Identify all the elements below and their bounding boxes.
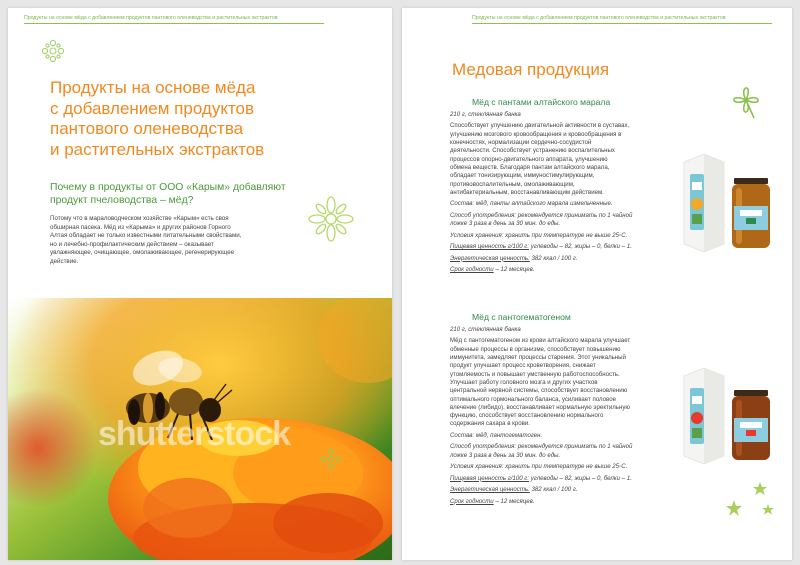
energy-value: 382 ккал / 100 г.: [529, 254, 578, 262]
product-description: [450, 111, 682, 278]
product-title: Мёд с пантами алтайского марала: [472, 97, 611, 107]
package-info: 210 г, стеклянная банка: [450, 326, 521, 333]
description-block: [450, 337, 682, 428]
nutrition-value: углеводы – 82, жиры – 0, белки – 1.: [529, 474, 632, 482]
description-line: деятельности. Способствует устранению воспалительных: [450, 147, 615, 155]
body-line: увлажняющее, очищающее, омолаживающее, регенерирующее: [50, 249, 235, 256]
description-line: обменные процессы в организме, способствует повышению: [450, 345, 621, 353]
product-title: Мёд с пантогематогеном: [472, 312, 571, 322]
nutrition: [450, 475, 682, 483]
section-heading: Медовая продукция: [452, 60, 610, 79]
storage: [450, 232, 682, 240]
body-line: Алтая обладает не только известными питательными свойствами,: [50, 232, 242, 239]
composition-value: мёд, пантогематоген.: [474, 431, 543, 439]
running-header-right: Продукты на основе мёда с добавлением продуктов пантового оленеводства и растительных экстрактов: [472, 15, 726, 21]
description-line: обладает тонизирующим, иммуностимулирующим,: [450, 172, 595, 180]
page-title: [50, 78, 370, 160]
description-line: обмена веществ. Благодаря пантам алтайского марала,: [450, 163, 610, 171]
usage-value: ложке 3 раза в день за 30 мин. до еды.: [450, 220, 561, 228]
clover-ornament-icon: [724, 78, 768, 122]
description-line: функцию, способствует восстановлению нормального: [450, 412, 604, 420]
energy-label: Энергетическая ценность:: [450, 486, 530, 494]
storage-label: Условия хранения:: [450, 463, 504, 471]
storage-label: Условия хранения:: [450, 231, 504, 239]
title-line: Продукты на основе мёда: [50, 78, 256, 97]
flower-ornament-icon: [320, 448, 342, 470]
flower-ornament-icon: [308, 196, 354, 242]
body-line: действие.: [50, 257, 79, 265]
left-page: [8, 8, 392, 560]
description-line: противовоспалительным, омолаживающим,: [450, 180, 575, 188]
description-line: Способствует улучшению двигательной активности в суставах,: [450, 122, 630, 130]
running-header-rule-left: [24, 23, 324, 24]
nutrition-label: Пищевая ценность г/100 г:: [450, 474, 530, 482]
storage: [450, 463, 682, 471]
watermark: shutterstock: [98, 415, 291, 453]
package-info: 210 г, стеклянная банка: [450, 111, 521, 118]
product-jar-image: [678, 364, 774, 464]
description-line: процессов опорно-двигательного аппарата, улучшению: [450, 155, 608, 163]
star-ornament-icon: [724, 480, 776, 520]
description-line: утомляемость и повышает умственную работоспособность.: [450, 370, 620, 378]
flower-ornament-icon: [40, 38, 66, 64]
description-line: центральной нервной системы, способствует восстановлению: [450, 387, 628, 395]
composition-value: мёд, панты алтайского марала измельченные.: [474, 200, 613, 208]
question-line: Почему в продукты от ООО «Карым» добавляют: [50, 182, 286, 193]
shelf-life: [450, 498, 682, 506]
usage-value: рекомендуется принимать по 1 чайной: [516, 443, 633, 451]
usage: [450, 212, 682, 229]
description-block: [450, 122, 682, 197]
body-line: Потому что в мараловодческом хозяйстве «Карым» есть своя: [50, 215, 229, 222]
usage-label: Способ употребления:: [450, 443, 517, 451]
shelf-label: Срок годности: [450, 266, 494, 274]
shelf-label: Срок годности: [450, 497, 494, 505]
description-line: конечностях, нормализации сердечно-сосудистой: [450, 139, 592, 147]
shelf-value: – 12 месяцев.: [493, 266, 535, 274]
title-line: пантового оленеводства: [50, 119, 244, 138]
title-line: с добавлением продуктов: [50, 98, 255, 118]
energy: [450, 255, 682, 263]
description-line: влечение (либидо), восстанавливает нормальную эректильную: [450, 403, 630, 411]
bee-flower-photo: [8, 298, 392, 560]
shelf-value: – 12 месяцев.: [493, 497, 535, 505]
running-header-rule-right: [472, 23, 772, 24]
composition: [450, 432, 682, 440]
description-line: содержания сахара в крови.: [450, 420, 530, 428]
title-line: и растительных экстрактов: [50, 139, 265, 159]
nutrition-value: углеводы – 82, жиры – 0, белки – 1.: [529, 243, 632, 251]
energy-label: Энергетическая ценность:: [450, 254, 530, 262]
description-line: продукт улучшает процесс кроветворения, снижает: [450, 362, 596, 370]
description-line: Мёд с пантогематогеном из крови алтайского марала улучшает: [450, 337, 631, 345]
right-page: [402, 8, 792, 560]
intro-paragraph: [50, 215, 300, 266]
body-line: обширная пасека. Мёд из «Карыма» и других районов Горного: [50, 223, 231, 231]
shelf-life: [450, 266, 682, 274]
body-line: но и лечебно-профилактическим действием – оказывает: [50, 240, 214, 248]
question-line: продукт пчеловодства – мёд?: [50, 194, 194, 206]
energy: [450, 486, 682, 494]
composition: [450, 200, 682, 208]
usage: [450, 443, 682, 460]
composition-label: Состав:: [450, 200, 475, 208]
description-line: Улучшает работу головного мозга и других участков: [450, 378, 598, 386]
description-line: иммунитета, замедляет процессы старения. Этот уникальный: [450, 354, 626, 362]
nutrition-label: Пищевая ценность г/100 г:: [450, 243, 530, 251]
usage-value: рекомендуется принимать по 1 чайной: [516, 211, 633, 219]
description-line: оптимального гормонального баланса, усиливает половое: [450, 395, 616, 403]
product-description: [450, 326, 682, 509]
description-line: улучшению мозгового кровообращения и кровообращения в: [450, 130, 622, 138]
nutrition: [450, 243, 682, 251]
composition-label: Состав:: [450, 431, 475, 439]
running-header-left: Продукты на основе мёда с добавлением продуктов пантового оленеводства и растительных экстрактов: [24, 15, 278, 21]
usage-value: ложке 3 раза в день за 30 мин. до еды.: [450, 451, 561, 459]
description-line: антибактериальным, восстанавливающим действием.: [450, 188, 604, 196]
energy-value: 382 ккал / 100 г.: [529, 486, 578, 494]
storage-value: хранить при температуре не выше 25◦С.: [503, 231, 628, 239]
question-heading: [50, 182, 350, 207]
product-jar-image: [678, 148, 774, 252]
usage-label: Способ употребления:: [450, 211, 517, 219]
storage-value: хранить при температуре не выше 25◦С.: [503, 463, 628, 471]
